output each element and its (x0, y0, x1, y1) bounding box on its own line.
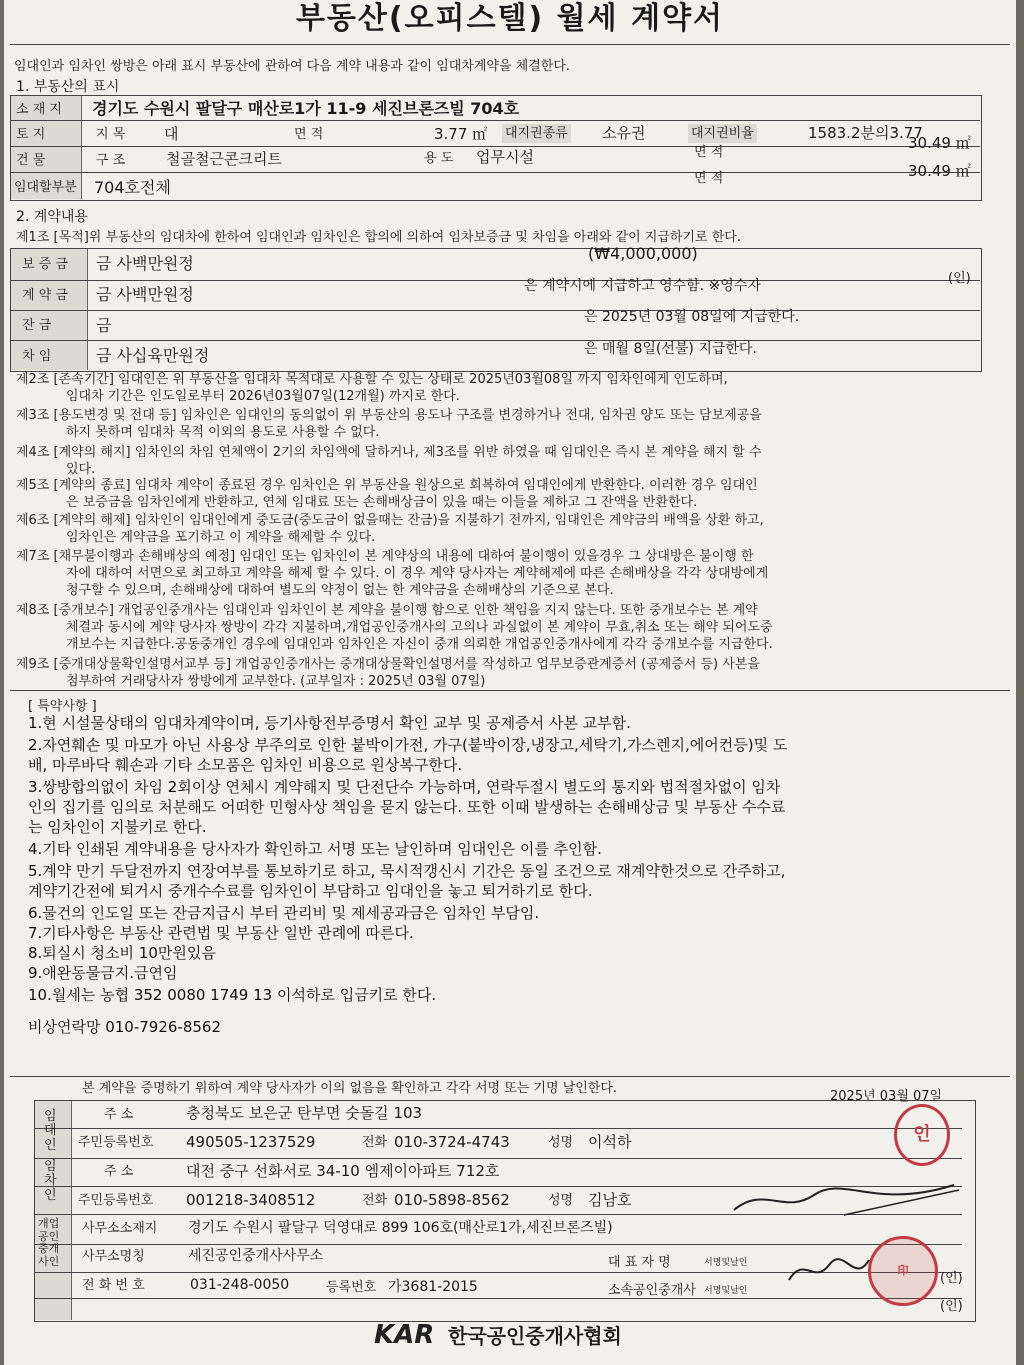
rent-note: 은 매월 8일(선불) 지급한다. (584, 341, 757, 357)
lessor-label: 임대인 (44, 1109, 57, 1153)
article8-line3: 개보수는 지급한다.공동중개인 경우에 임대인과 임차인은 자신이 중개 의뢰한 개업공인중개사에게 각각 중개보수를 지급한다. (66, 637, 773, 652)
use-label: 용 도 (424, 151, 454, 166)
intro-text: 임대인과 임차인 쌍방은 아래 표시 부동산에 관하여 다음 계약 내용과 같이 임대차계약을 체결한다. (14, 59, 571, 74)
article2-line1: 제2조 [존속기간] 임대인은 위 부동산을 임대차 목적대로 사용할 수 있는 상태로 2025년03월08일 까지 임차인에게 인도하며, (16, 372, 728, 387)
office-name: 세진공인중개사사무소 (188, 1248, 324, 1264)
deposit-value: 금 사백만원정 (96, 254, 194, 273)
article8-line1: 제8조 [중개보수] 개업공인중개사는 임대인과 임차인이 본 계약을 불이행 함으로 인한 책임을 지지 않는다. 또한 중개보수는 본 계약 (16, 603, 758, 618)
affiliated-seal-mark: (인) (940, 1299, 963, 1314)
land-right-ratio-label: 대지권비율 (688, 124, 757, 143)
article1: 제1조 [목적]위 부동산의 임대차에 한하여 임대인과 임차인은 합의에 의하여 임차보증금 및 차임을 아래와 같이 지급하기로 한다. (16, 230, 741, 245)
special-line-4: 3.쌍방합의없이 차임 2회이상 연체시 계약해지 및 단전단수 가능하며, 연락두절시 별도의 통지와 법적절차없이 임차 (28, 778, 781, 796)
article9-line1: 제9조 [중개대상물확인설명서교부 등] 개업공인중개사는 중개대상물확인설명서를 작성하고 업무보증관계증서 (공제증서 등) 사본을 (16, 657, 760, 672)
special-line-3: 배, 마루바닥 훼손과 기타 소모품은 임차인 비용으로 원상복구한다. (28, 756, 463, 774)
contract-document (4, 0, 1016, 1365)
lessor-name-label: 성명 (548, 1135, 574, 1150)
land-type-label: 지 목 (96, 127, 126, 142)
article6-line2: 임차인은 계약금을 포기하고 이 계약을 해제할 수 있다. (66, 530, 376, 545)
lessee-signature (724, 1180, 964, 1220)
special-line-13: 9.애완동물금지.금연임 (28, 964, 178, 982)
article3-line1: 제3조 [용도변경 및 전대 등] 임차인은 임대인의 동의없이 위 부동산의 용도나 구조를 변경하거나 전대, 임차권 양도 또는 담보제공을 (16, 408, 762, 423)
balance-note: 은 2025년 03월 08일에 지급한다. (584, 309, 800, 325)
sign-notice: 본 계약을 증명하기 위하여 계약 당사자가 이의 없음을 확인하고 각각 서명 또는 기명 날인한다. (82, 1081, 618, 1096)
office-phone-label: 전 화 번 호 (82, 1278, 145, 1293)
office-name-label: 사무소명칭 (82, 1249, 145, 1264)
building-label: 건 물 (16, 153, 46, 168)
balance-value: 금 (96, 316, 112, 335)
deposit-label: 보 증 금 (22, 257, 68, 272)
contract-fee-label: 계 약 금 (22, 288, 68, 303)
office-address-label: 사무소소재지 (82, 1221, 158, 1236)
emergency-contact: 비상연락망 010-7926-8562 (28, 1018, 222, 1036)
lease-area-label: 면 적 (694, 171, 724, 186)
special-line-1: 1.현 시설물상태의 임대차계약이며, 등기사항전부증명서 확인 교부 및 공제증서 사본 교부함. (28, 714, 631, 732)
section2-heading: 2. 계약내용 (16, 209, 88, 225)
agent-label: 개업공인중개사인 (38, 1217, 60, 1268)
special-heading: [ 특약사항 ] (28, 699, 97, 714)
lessee-name: 김남호 (588, 1191, 632, 1209)
special-line-6: 는 임차인이 지불키로 한다. (28, 818, 207, 836)
lessee-name-label: 성명 (548, 1193, 574, 1208)
rent-label: 차 임 (22, 349, 52, 364)
document-title: 부동산(오피스텔) 월세 계약서 (295, 1, 725, 36)
special-line-11: 7.기타사항은 부동산 관련법 및 부동산 일반 관례에 따른다. (28, 924, 414, 942)
sign-date: 2025년 03월 07일 (830, 1089, 943, 1104)
special-line-12: 8.퇴실시 청소비 10만원있음 (28, 944, 216, 962)
article4-line2: 있다. (66, 462, 96, 477)
building-area-value: 30.49 ㎡ (908, 134, 971, 152)
structure-label: 구 조 (96, 153, 126, 168)
location-label: 소 재 지 (16, 102, 62, 117)
lessor-id-label: 주민등록번호 (78, 1135, 154, 1150)
title-rule (10, 44, 1010, 45)
lessor-phone: 010-3724-4743 (394, 1133, 510, 1151)
building-area-label: 면 적 (694, 145, 724, 160)
land-area-value: 3.77 ㎡ (434, 125, 488, 143)
structure-value: 철골철근콘크리트 (166, 150, 282, 168)
lessor-address: 충청북도 보은군 탄부면 숫돌길 103 (186, 1104, 423, 1122)
special-line-9: 계약기간전에 퇴거시 중개수수료를 임차인이 부담하고 임대인을 놓고 퇴거하기로 한다. (28, 882, 593, 900)
reg-label: 등록번호 (326, 1280, 377, 1295)
lessee-address: 대전 중구 선화서로 34-10 엠제이아파트 712호 (186, 1162, 500, 1180)
office-seal-stamp: 印 (868, 1236, 938, 1306)
lease-part-value: 704호전체 (94, 178, 171, 197)
special-line-5: 인의 집기를 임의로 처분해도 어떠한 민형사상 책임을 묻지 않는다. 또한 이때 발생하는 손해배상금 및 부동산 수수료 (28, 798, 786, 816)
affiliated-label: 소속공인중개사 (608, 1283, 696, 1298)
lessee-id: 001218-3408512 (186, 1191, 316, 1209)
lessee-id-label: 주민등록번호 (78, 1193, 154, 1208)
land-type-value: 대 (164, 125, 179, 143)
balance-label: 잔 금 (22, 318, 52, 333)
article5-line2: 은 보증금을 임차인에게 반환하고, 연체 임대료 또는 손해배상금이 있을 때는 이들을 제하고 그 잔액을 반환한다. (66, 495, 698, 510)
special-line-10: 6.물건의 인도일 또는 잔금지급시 부터 관리비 및 제세공과금은 임차인 부담임. (28, 904, 540, 922)
article3-line2: 하지 못하며 임대차 목적 이외의 용도로 사용할 수 없다. (66, 425, 380, 440)
article2-line2: 임대차 기간은 인도일로부터 2026년03월07일(12개월) 까지로 한다. (66, 389, 460, 404)
land-area-label: 면 적 (294, 127, 324, 142)
lessor-id: 490505-1237529 (186, 1133, 316, 1151)
lessee-address-label: 주 소 (104, 1164, 134, 1179)
special-line-2: 2.자연훼손 및 마모가 아닌 사용상 부주의로 인한 붙박이가전, 가구(붙박이장,냉장고,세탁기,가스렌지,에어컨등)및 도 (28, 736, 788, 754)
rent-value: 금 사십육만원정 (96, 346, 210, 365)
reg-no: 가3681-2015 (388, 1279, 478, 1295)
article7-line2: 자에 대하여 서면으로 최고하고 계약을 해제 할 수 있다. 이 경우 계약 당사자는 계약해제에 따른 손해배상을 각각 상대방에게 (66, 566, 769, 581)
rep-seal-mark: (인) (940, 1271, 963, 1286)
special-line-14: 10.월세는 농협 352 0080 1749 13 이석하로 입금키로 한다. (28, 986, 437, 1004)
lessor-phone-label: 전화 (362, 1135, 388, 1150)
lessor-name: 이석하 (588, 1133, 632, 1151)
contract-fee-note: 은 계약시에 지급하고 영수함. ※영수자 (524, 278, 761, 294)
lease-part-label: 임대할부분 (14, 180, 77, 195)
contract-fee-value: 금 사백만원정 (96, 285, 194, 304)
land-label: 토 지 (16, 127, 46, 142)
lessee-label: 임차인 (44, 1159, 57, 1203)
rep-label: 대 표 자 명 (608, 1255, 671, 1270)
association-name: 한국공인중개사협회 (448, 1324, 622, 1348)
lessor-address-label: 주 소 (104, 1107, 134, 1122)
receipt-seal-mark: (인) (948, 271, 971, 286)
article8-line2: 체결과 동시에 계약 당사자 쌍방이 각각 지불하며,개업공인중개사의 고의나 과실없이 본 계약이 무효,취소 또는 해약 되어도중 (66, 620, 773, 635)
special-line-7: 4.기타 인쇄된 계약내용을 당사자가 확인하고 서명 또는 날인하며 임대인은 이를 추인함. (28, 840, 602, 858)
land-right-ratio-value: 1583.2분의3.77 (808, 124, 923, 142)
rep-sign-label: 서명및날인 (704, 1258, 748, 1268)
article7-line1: 제7조 [채무불이행과 손해배상의 예정] 임대인 또는 임차인이 본 계약상의 내용에 대하여 불이행이 있을경우 그 상대방은 불이행 한 (16, 549, 754, 564)
special-line-8: 5.계약 만기 두달전까지 연장여부를 통보하기로 하고, 묵시적갱신시 기간은 동일 조건으로 재계약한것으로 간주하고, (28, 862, 786, 880)
article4-line1: 제4조 [계약의 해지] 임차인의 차임 연체액이 2기의 차임액에 달하거나, 제3조를 위반 하였을 때 임대인은 즉시 본 계약을 해지 할 수 (16, 445, 762, 460)
land-right-type-value: 소유권 (602, 124, 646, 142)
article5-line1: 제5조 [계약의 종료] 임대차 계약이 종료된 경우 임차인은 위 부동산을 원상으로 회복하여 임대인에게 반환한다. 이러한 경우 임대인 (16, 478, 758, 493)
use-value: 업무시설 (476, 148, 534, 166)
article6-line1: 제6조 [계약의 해제] 임차인이 임대인에게 중도금(중도금이 없을때는 잔금)을 지불하기 전까지, 임대인은 계약금의 배액을 상환 하고, (16, 513, 764, 528)
lessee-phone-label: 전화 (362, 1193, 388, 1208)
association-logo: KAR (374, 1320, 435, 1350)
lessee-phone: 010-5898-8562 (394, 1191, 510, 1209)
lease-area-value: 30.49 ㎡ (908, 162, 971, 180)
section1-heading: 1. 부동산의 표시 (16, 79, 120, 95)
affiliated-sign-label: 서명및날인 (704, 1286, 748, 1296)
agent-signature (784, 1250, 874, 1290)
office-phone: 031-248-0050 (190, 1277, 290, 1293)
land-right-type-label: 대지권종류 (502, 124, 571, 143)
office-address: 경기도 수원시 팔달구 덕영대로 899 106호(매산로1가,세진브론즈빌) (188, 1220, 613, 1236)
lessor-seal-stamp: 인 (894, 1104, 950, 1166)
deposit-amount: (₩4,000,000) (588, 244, 698, 263)
article7-line3: 청구할 수 있으며, 손해배상에 대하여 별도의 약정이 없는 한 계약금을 손해배상의 기준으로 본다. (66, 583, 614, 598)
article9-line2: 첨부하여 거래당사자 쌍방에게 교부한다. (교부일자 : 2025년 03월 07일) (66, 674, 486, 689)
location-value: 경기도 수원시 팔달구 매산로1가 11-9 세진브론즈빌 704호 (92, 99, 520, 118)
